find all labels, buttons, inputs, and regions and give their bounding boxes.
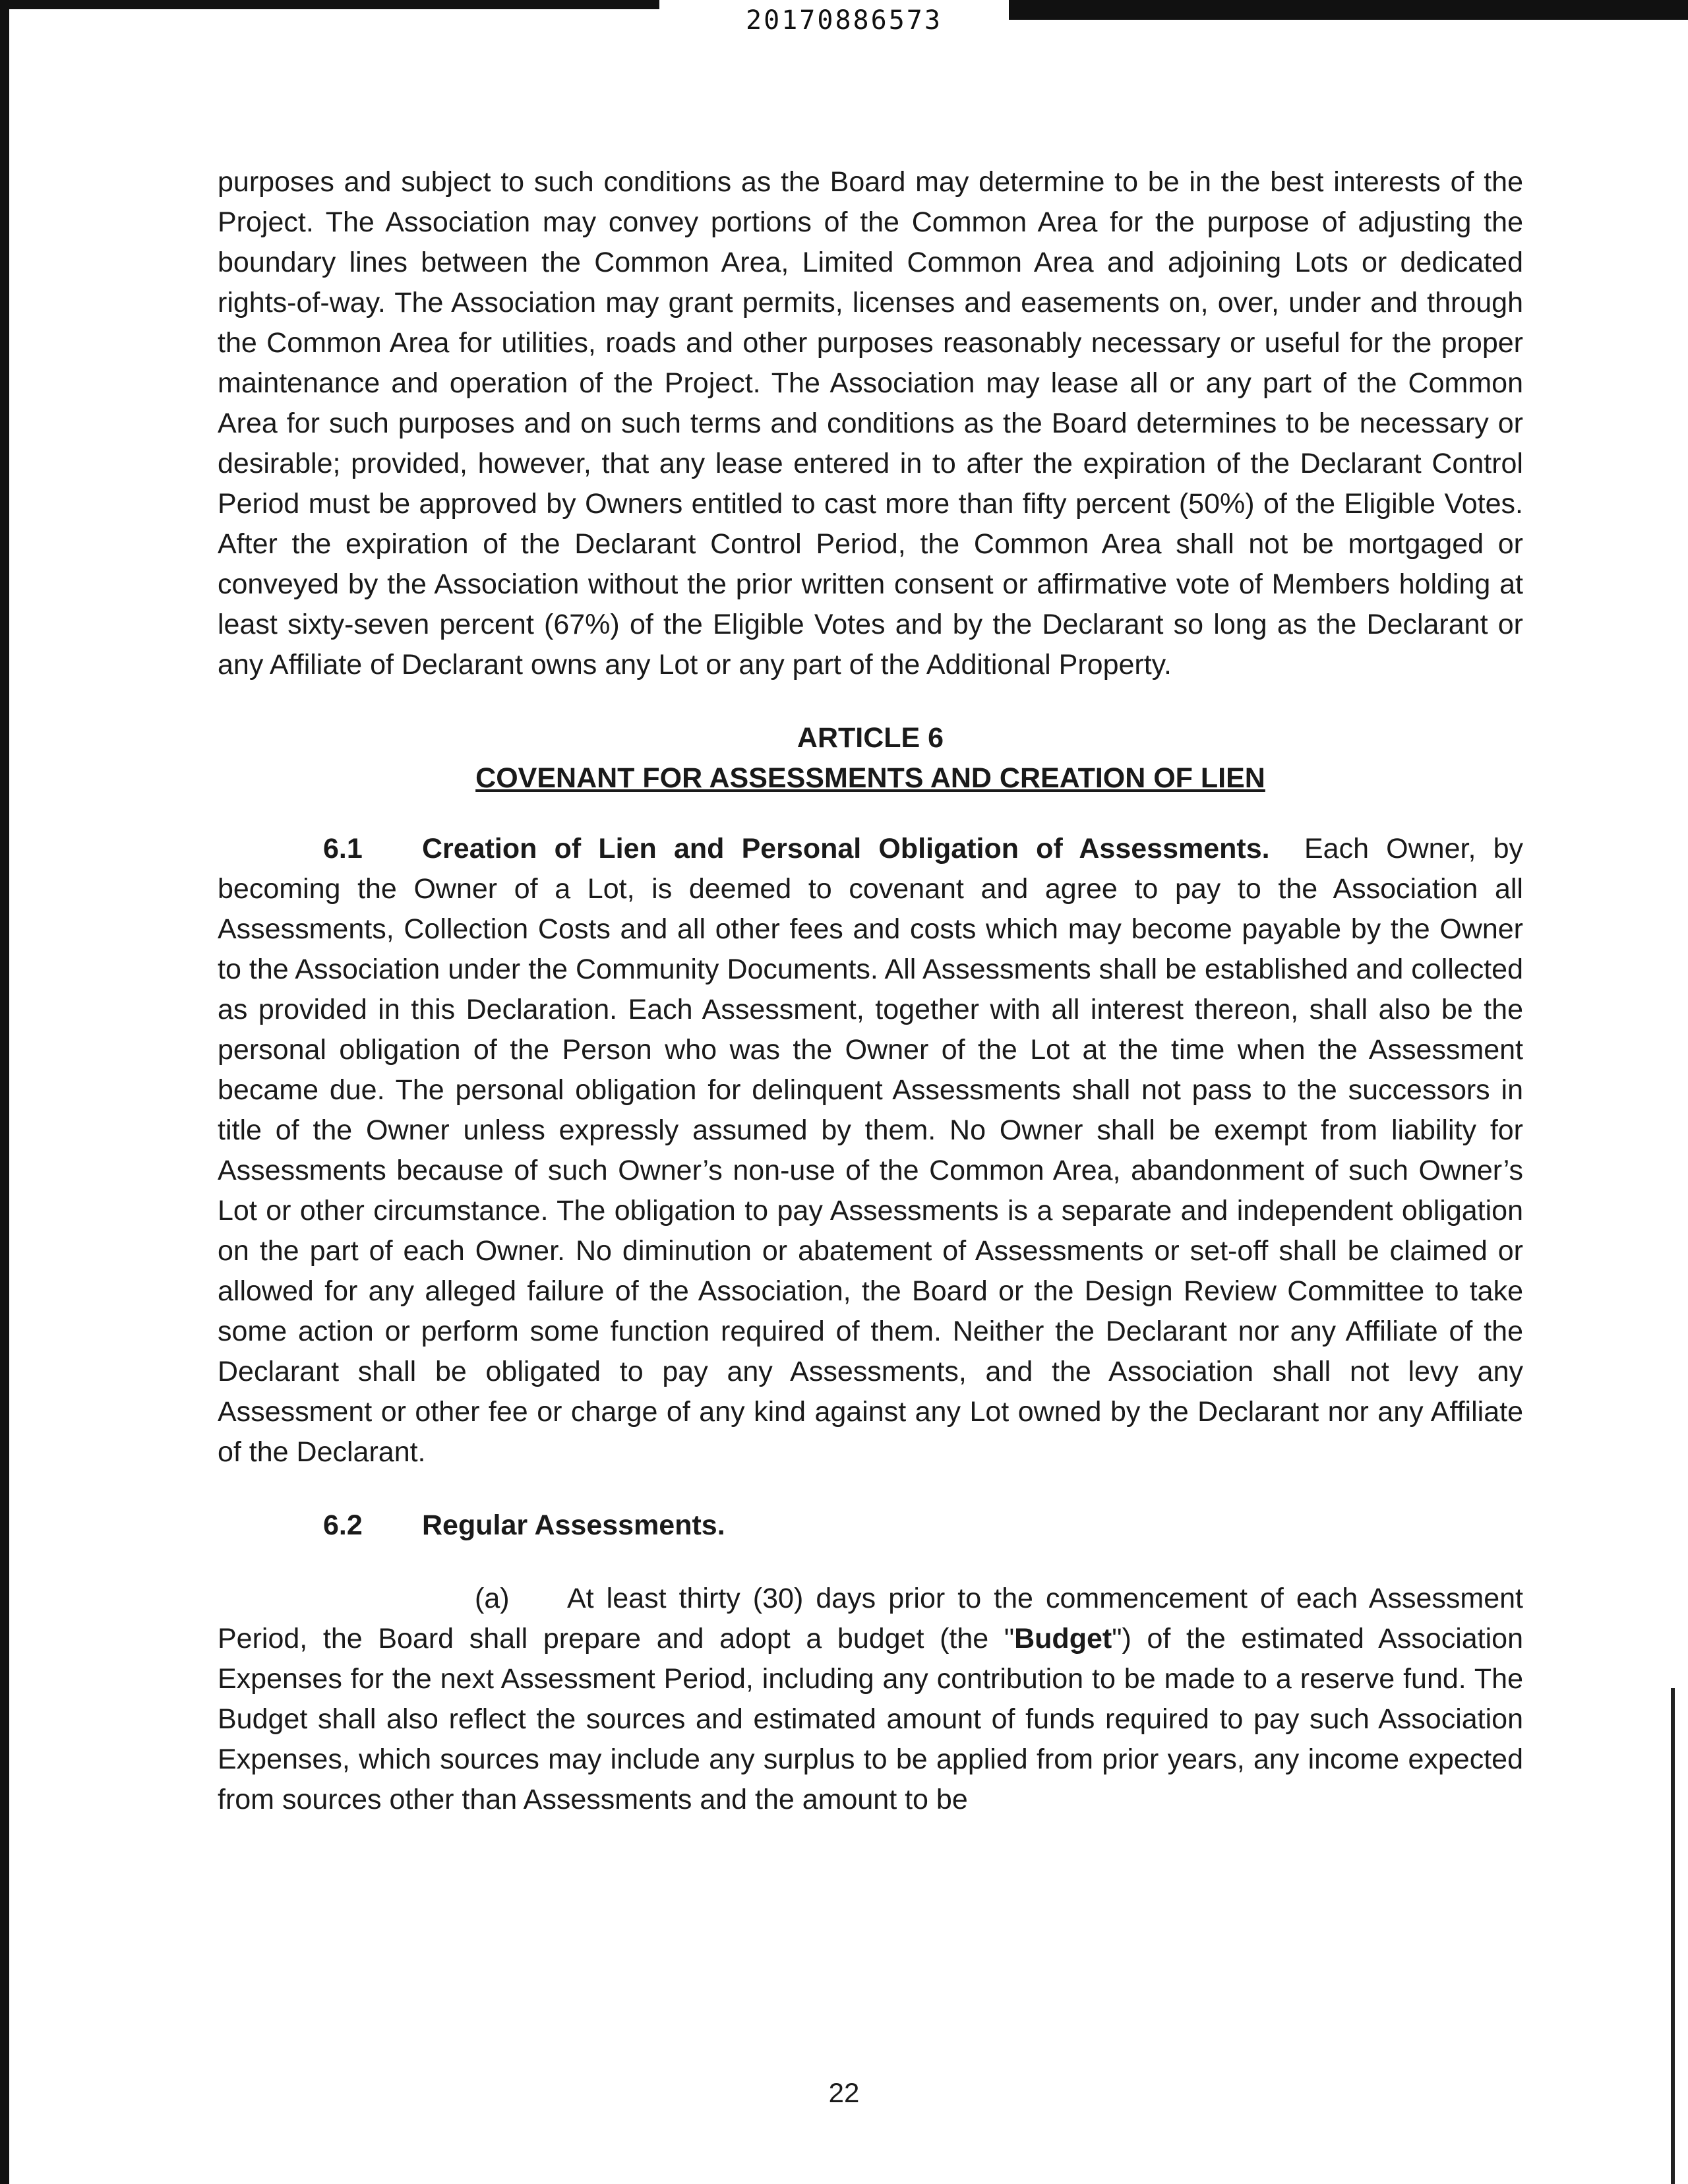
scan-edge-right (1671, 1688, 1675, 2184)
section-6-2-title: Regular Assessments. (422, 1509, 725, 1541)
article-title: COVENANT FOR ASSESSMENTS AND CREATION OF LIEN (475, 762, 1265, 794)
page-number: 22 (828, 2077, 860, 2108)
article-heading (218, 718, 1523, 799)
section-6-2-a (218, 1579, 1523, 1820)
section-6-1-title: Creation of Lien and Personal Obligation of Assessments. (422, 833, 1270, 864)
section-6-2-a-text-after: ") of the estimated Association Expenses for the next Assessment Period, including any contribution to be made to a reserve fund. The Budget shall also reflect the sources and estimated amount of funds required to pay such Association Expenses, which sources may include any surplus to be applied from prior years, any income expected from sources other than Assessments and the amount to be (218, 1623, 1523, 1815)
section-6-1-number: 6.1 (323, 833, 363, 864)
section-6-2-heading (218, 1505, 1523, 1546)
section-6-2-a-text-before: At least thirty (30) days prior to the commencement of each Assessment Period, the Board shall prepare and adopt a budget (the " (218, 1583, 1523, 1654)
section-6-2-number: 6.2 (323, 1509, 363, 1541)
page-content (218, 162, 1523, 1820)
continuation-paragraph: purposes and subject to such conditions as the Board may determine to be in the best interests of the Project. The Association may convey portions of the Common Area for the purpose of adjusting the boundary lines between the Common Area, Limited Common Area and adjoining Lots or dedicated rights-of-way. The Association may grant permits, licenses and easements on, over, under and through the Common Area for utilities, roads and other purposes reasonably necessary or useful for the proper maintenance and operation of the Project. The Association may lease all or any part of the Common Area for such purposes and on such terms and conditions as the Board determines to be necessary or desirable; provided, however, that any lease entered in to after the expiration of the Declarant Control Period must be approved by Owners entitled to cast more than fifty percent (50%) of the Eligible Votes. After the expiration of the Declarant Control Period, the Common Area shall not be mortgaged or conveyed by the Association without the prior written consent or affirmative vote of Members holding at least sixty-seven percent (67%) of the Eligible Votes and by the Declarant so long as the Declarant or any Affiliate of Declarant owns any Lot or any part of the Additional Property. (218, 166, 1523, 681)
section-6-1-body: Each Owner, by becoming the Owner of a Lot, is deemed to covenant and agree to pay to the Association all Assessments, Collection Costs and all other fees and costs which may become payable by the Owner to the Association under the Community Documents. All Assessments shall be established and collected as provided in this Declaration. Each Assessment, together with all interest thereon, shall also be the personal obligation of the Person who was the Owner of the Lot at the time when the Assessment became due. The personal obligation for delinquent Assessments shall not pass to the successors in title of the Owner unless expressly assumed by them. No Owner shall be exempt from liability for Assessments because of such Owner’s non-use of the Common Area, abandonment of such Owner’s Lot or other circumstance. The obligation to pay Assessments is a separate and independent obligation on the part of each Owner. No diminution or abatement of Assessments or set-off shall be claimed or allowed for any alleged failure of the Association, the Board or the Design Review Committee to take some action or perform some function required of them. Neither the Declarant nor any Affiliate of the Declarant shall be obligated to pay any Assessments, and the Association shall not levy any Assessment or other fee or charge of any kind against any Lot owned by the Declarant nor any Affiliate of the Declarant. (218, 833, 1523, 1468)
section-6-1 (218, 829, 1523, 1472)
article-number: ARTICLE 6 (797, 722, 944, 754)
scan-edge-left (0, 0, 9, 2184)
defined-term-budget: Budget (1014, 1623, 1112, 1654)
section-6-2-a-label: (a) (475, 1583, 510, 1614)
document-number: 20170886573 (746, 5, 942, 36)
